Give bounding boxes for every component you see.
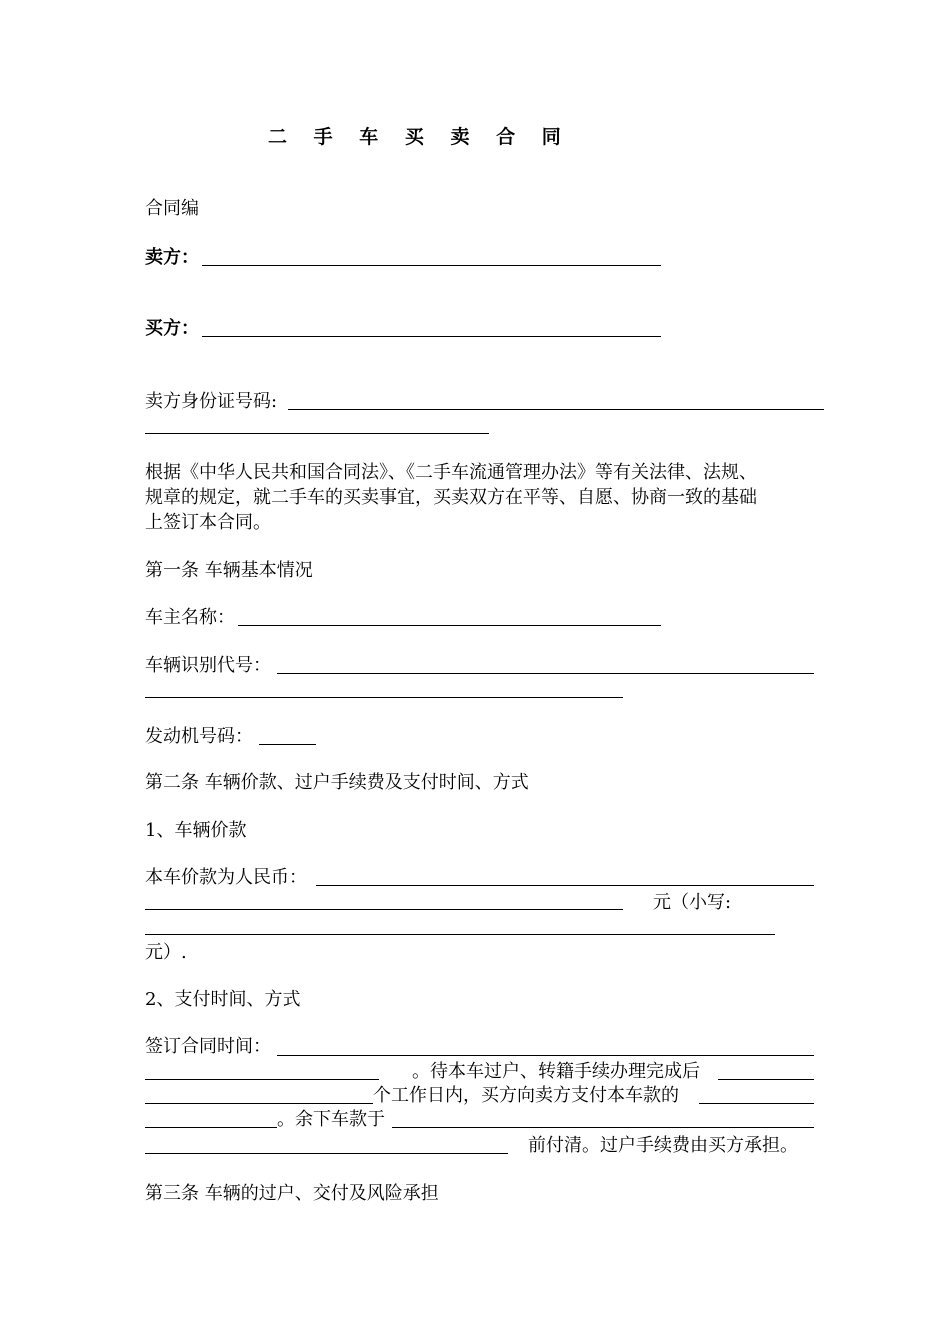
- price-heading: 1、车辆价款: [145, 820, 247, 841]
- remaining-text: 。余下车款于: [277, 1109, 385, 1130]
- payment-amount-field-line[interactable]: [145, 1127, 277, 1128]
- workdays-field-line[interactable]: [145, 1103, 373, 1104]
- sign-time-field-line-2[interactable]: [145, 1079, 379, 1080]
- sign-time-label: 签订合同时间：: [145, 1036, 271, 1057]
- payment-ratio-field-line[interactable]: [699, 1103, 814, 1104]
- vin-label: 车辆识别代号：: [145, 655, 271, 676]
- after-transfer-field-line[interactable]: [718, 1079, 814, 1080]
- owner-name-field-line[interactable]: [238, 625, 661, 626]
- seller-id-field-line-1[interactable]: [288, 409, 824, 410]
- engine-number-field-line[interactable]: [259, 744, 316, 745]
- seller-id-label: 卖方身份证号码:: [145, 391, 278, 412]
- payment-heading: 2、支付时间、方式: [145, 989, 301, 1010]
- remaining-date-field-line-1[interactable]: [392, 1127, 814, 1128]
- remaining-date-field-line-2[interactable]: [145, 1153, 508, 1154]
- vin-field-line-2[interactable]: [145, 697, 623, 698]
- sign-time-field-line-1[interactable]: [277, 1055, 814, 1056]
- buyer-field-line[interactable]: [202, 336, 661, 337]
- price-field-line-1[interactable]: [316, 885, 814, 886]
- contract-number-label: 合同编: [145, 198, 199, 219]
- seller-label: 卖方：: [145, 247, 199, 268]
- preamble-line-3: 上签订本合同。: [145, 512, 271, 533]
- vin-field-line-1[interactable]: [277, 673, 814, 674]
- preamble-line-1: 根据《中华人民共和国合同法》、《二手车流通管理办法》等有关法律、法规、: [145, 462, 757, 483]
- article-2-heading: 第二条 车辆价款、过户手续费及支付时间、方式: [145, 772, 529, 793]
- yuan-end-label: 元）.: [145, 942, 187, 963]
- price-label: 本车价款为人民币：: [145, 867, 307, 888]
- after-transfer-text: 。待本车过户、转籍手续办理完成后: [412, 1061, 700, 1082]
- price-field-line-2[interactable]: [145, 909, 623, 910]
- owner-name-label: 车主名称：: [145, 607, 235, 628]
- yuan-small-label: 元（小写:: [653, 892, 732, 913]
- preamble-line-2: 规章的规定，就二手车的买卖事宜，买卖双方在平等、自愿、协商一致的基础: [145, 487, 757, 508]
- page-title: 二 手 车 买 卖 合 同: [268, 126, 571, 148]
- workdays-text: 个工作日内，买方向卖方支付本车款的: [373, 1085, 679, 1106]
- engine-number-label: 发动机号码：: [145, 726, 253, 747]
- seller-id-field-line-2[interactable]: [145, 433, 489, 434]
- seller-field-line[interactable]: [202, 265, 661, 266]
- article-3-heading: 第三条 车辆的过户、交付及风险承担: [145, 1183, 439, 1204]
- price-small-field-line[interactable]: [145, 934, 775, 935]
- buyer-label: 买方：: [145, 318, 199, 339]
- paid-off-text: 前付清。过户手续费由买方承担。: [528, 1135, 798, 1156]
- article-1-heading: 第一条 车辆基本情况: [145, 560, 313, 581]
